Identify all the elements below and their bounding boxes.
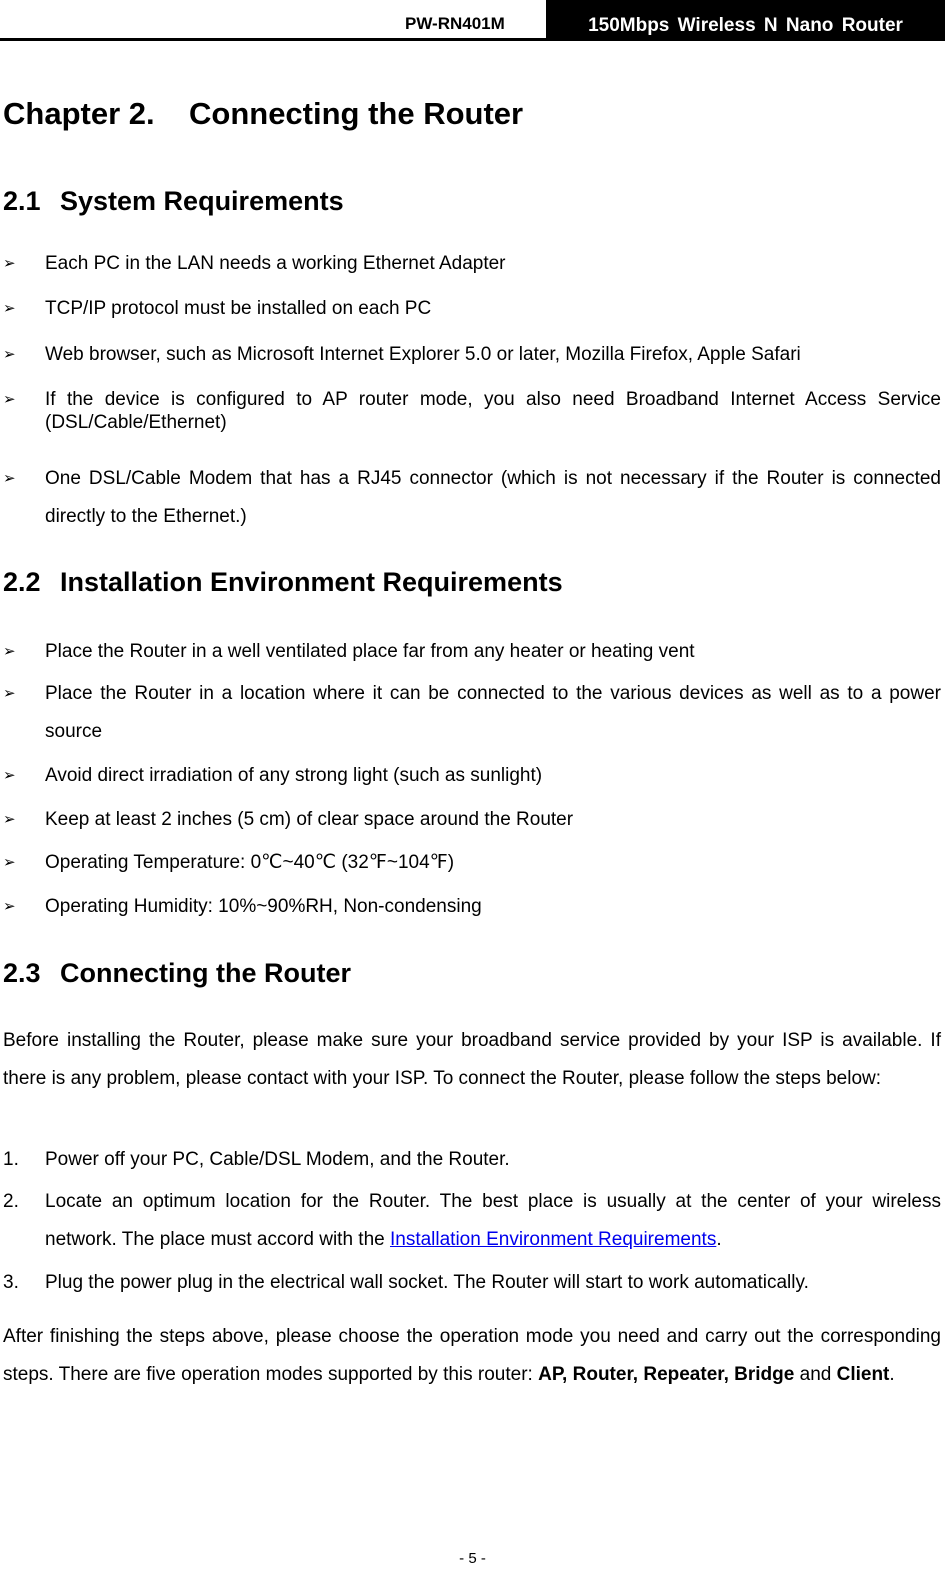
list-item-text: Each PC in the LAN needs a working Ethernet Adapter xyxy=(45,253,506,274)
page-header xyxy=(0,0,945,40)
section-title: Installation Environment Requirements xyxy=(60,567,563,597)
bullet-arrow-icon: ➢ xyxy=(3,767,16,784)
list-item xyxy=(3,851,941,874)
bullet-arrow-icon: ➢ xyxy=(3,643,16,660)
outro-paragraph xyxy=(3,1318,941,1394)
section-title: System Requirements xyxy=(60,186,344,216)
section-number: 2.2 xyxy=(3,567,41,597)
list-item xyxy=(3,675,941,751)
step-item xyxy=(3,1183,941,1259)
step-item xyxy=(3,1141,941,1179)
list-item xyxy=(3,343,941,366)
list-item-text: One DSL/Cable Modem that has a RJ45 connector (which is not necessary if the Router is connected directly to the Ethernet.) xyxy=(45,468,941,527)
list-item xyxy=(3,297,941,320)
list-item-text: TCP/IP protocol must be installed on each PC xyxy=(45,298,432,319)
bullet-arrow-icon: ➢ xyxy=(3,346,16,363)
step-text: Locate an optimum location for the Router. The best place is usually at the center of your wireless network. The place must accord with the xyxy=(45,1191,941,1250)
outro-and: and xyxy=(794,1364,837,1385)
step-item xyxy=(3,1264,941,1302)
step-number: 2. xyxy=(3,1191,19,1212)
list-item-text: Avoid direct irradiation of any strong light (such as sunlight) xyxy=(45,765,543,786)
modes-bold: AP, Router, Repeater, Bridge xyxy=(538,1364,795,1385)
header-model: PW-RN401M xyxy=(405,14,505,33)
list-item-text: Place the Router in a well ventilated place far from any heater or heating vent xyxy=(45,641,695,662)
outro-end: . xyxy=(889,1364,895,1385)
section-heading-2-3 xyxy=(3,958,351,989)
list-item-text: Web browser, such as Microsoft Internet Explorer 5.0 or later, Mozilla Firefox, Apple Safari xyxy=(45,344,801,365)
bullet-arrow-icon: ➢ xyxy=(3,685,16,702)
header-title-box xyxy=(546,0,945,38)
chapter-heading xyxy=(3,96,523,132)
bullet-arrow-icon: ➢ xyxy=(3,898,16,915)
section-title: Connecting the Router xyxy=(60,958,351,988)
list-item xyxy=(3,895,941,918)
section-number: 2.3 xyxy=(3,958,41,988)
step-text-end: . xyxy=(716,1229,722,1250)
list-item xyxy=(3,388,941,434)
list-item-text: Keep at least 2 inches (5 cm) of clear space around the Router xyxy=(45,809,574,830)
list-item xyxy=(3,460,941,536)
chapter-title: Connecting the Router xyxy=(189,96,524,131)
list-item-text: Operating Humidity: 10%~90%RH, Non-condensing xyxy=(45,896,482,917)
section-heading-2-2 xyxy=(3,567,563,598)
bullet-arrow-icon: ➢ xyxy=(3,854,16,871)
client-bold: Client xyxy=(836,1364,890,1385)
step-number: 1. xyxy=(3,1149,19,1170)
list-item-text: If the device is configured to AP router mode, you also need Broadband Internet Access Service (DSL/Cable/Ethernet) xyxy=(45,389,941,433)
section-heading-2-1 xyxy=(3,186,344,217)
section-number: 2.1 xyxy=(3,186,41,216)
intro-paragraph: Before installing the Router, please make sure your broadband service provided by your ISP is available. If there is any problem, please contact with your ISP. To connect the Router, please follow the steps below: xyxy=(3,1030,941,1089)
header-rule xyxy=(0,38,945,41)
chapter-number: Chapter 2. xyxy=(3,96,155,131)
page-number: - 5 - xyxy=(459,1550,486,1567)
bullet-arrow-icon: ➢ xyxy=(3,470,16,487)
list-item xyxy=(3,764,941,787)
bullet-arrow-icon: ➢ xyxy=(3,811,16,828)
step-text: Plug the power plug in the electrical wall socket. The Router will start to work automatically. xyxy=(45,1272,809,1293)
step-text: Power off your PC, Cable/DSL Modem, and the Router. xyxy=(45,1149,510,1170)
list-item-text: Operating Temperature: 0℃~40℃ (32℉~104℉) xyxy=(45,852,455,873)
step-number: 3. xyxy=(3,1272,19,1293)
installation-environment-link[interactable]: Installation Environment Requirements xyxy=(389,1229,717,1250)
bullet-arrow-icon: ➢ xyxy=(3,255,16,272)
outro-text: After finishing the steps above, please choose the operation mode you need and carry out the corresponding steps. There are five operation modes supported by this router: xyxy=(3,1326,941,1385)
bullet-arrow-icon: ➢ xyxy=(3,300,16,317)
header-title: 150Mbps Wireless N Nano Router xyxy=(588,15,903,36)
list-item xyxy=(3,808,941,831)
list-item-text: Place the Router in a location where it can be connected to the various devices as well as to a power source xyxy=(45,683,941,742)
list-item xyxy=(3,252,941,275)
bullet-arrow-icon: ➢ xyxy=(3,391,16,408)
list-item xyxy=(3,640,941,663)
